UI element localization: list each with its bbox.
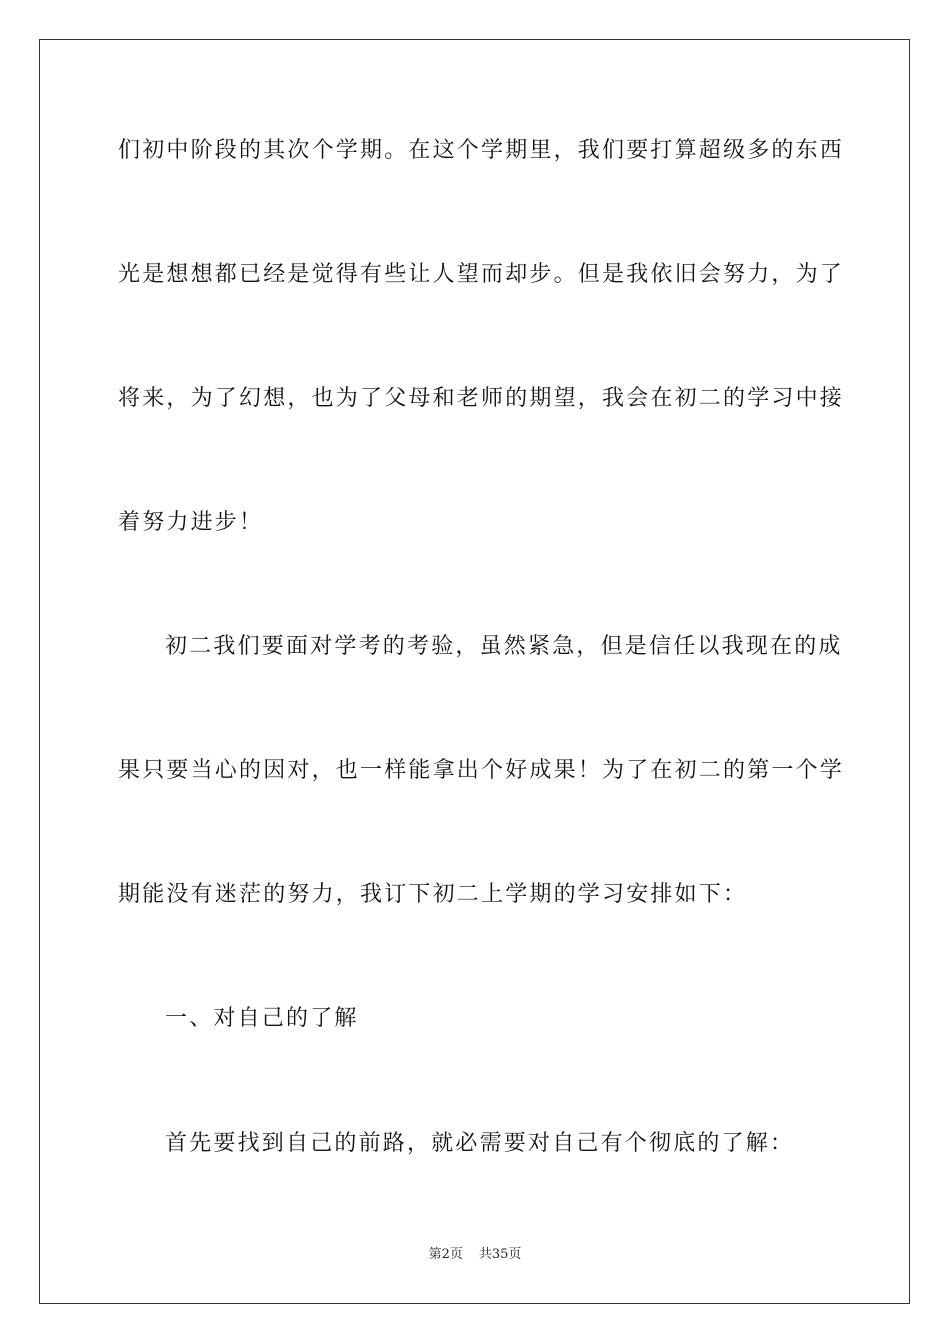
section-heading: 一、对自己的了解 [165,1006,359,1031]
page-footer [0,1246,950,1264]
page-number: 第2页 [428,1247,463,1262]
page-border [39,39,910,1304]
paragraph-line: 将来，为了幻想，也为了父母和老师的期望，我会在初二的学习中接 [118,386,845,411]
page-total: 共35页 [478,1247,522,1262]
paragraph-line: 着努力进步！ [118,510,264,535]
paragraph-line: 期能没有迷茫的努力，我订下初二上学期的学习安排如下： [118,882,748,907]
paragraph-line: 们初中阶段的其次个学期。在这个学期里，我们要打算超级多的东西 [118,138,845,163]
paragraph-line: 果只要当心的因对，也一样能拿出个好成果！为了在初二的第一个学 [118,758,845,783]
paragraph-line: 光是想想都已经是觉得有些让人望而却步。但是我依旧会努力，为了 [118,262,845,287]
paragraph-line: 首先要找到自己的前路，就必需要对自己有个彻底的了解： [165,1131,795,1156]
paragraph-line: 初二我们要面对学考的考验，虽然紧急，但是信任以我现在的成 [165,634,843,659]
